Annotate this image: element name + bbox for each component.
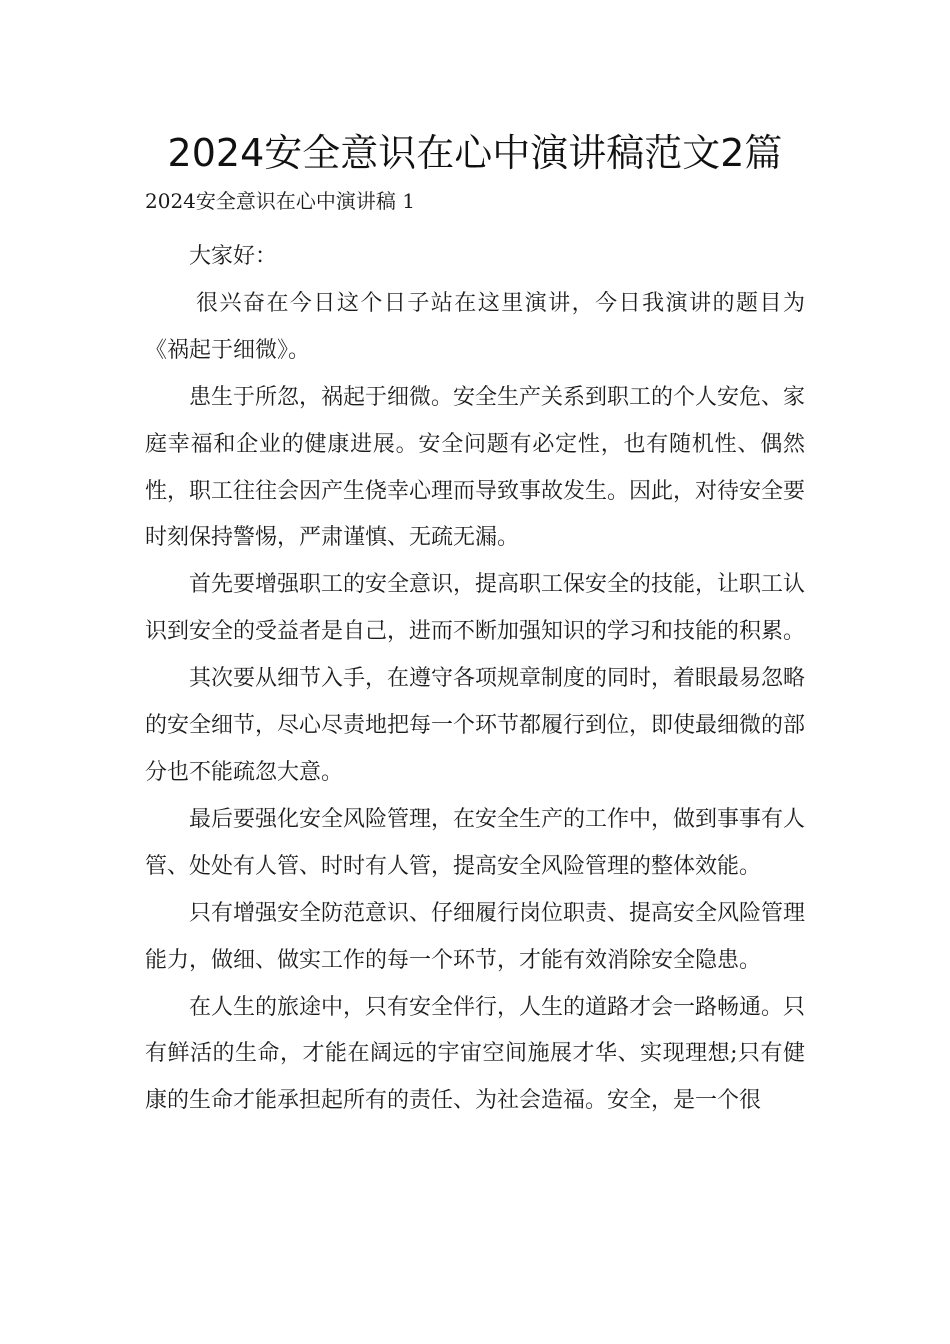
body-paragraph: 只有增强安全防范意识、仔细履行岗位职责、提高安全风险管理能力，做细、做实工作的每一个环节，才能有效消除安全隐患。 [145, 900, 806, 973]
body-paragraph: 最后要强化安全风险管理，在安全生产的工作中，做到事事有人管、处处有人管、时时有人管，提高安全风险管理的整体效能。 [145, 806, 806, 879]
body-paragraph: 患生于所忽，祸起于细微。安全生产关系到职工的个人安危、家庭幸福和企业的健康进展。安全问题有必定性，也有随机性、偶然性，职工往往会因产生侥幸心理而导致事故发生。因此，对待安全要时刻保持警惕，严肃谨慎、无疏无漏。 [145, 384, 806, 551]
body-paragraph: 其次要从细节入手，在遵守各项规章制度的同时，着眼最易忽略的安全细节，尽心尽责地把每一个环节都履行到位，即使最细微的部分也不能疏忽大意。 [145, 666, 806, 785]
intro-paragraph: 很兴奋在今日这个日子站在这里演讲，今日我演讲的题目为《祸起于细微》。 [145, 290, 805, 363]
document-body [145, 234, 805, 1125]
body-paragraph: 首先要增强职工的安全意识，提高职工保安全的技能，让职工认识到安全的受益者是自己，进而不断加强知识的学习和技能的积累。 [145, 572, 806, 645]
document-title: 2024安全意识在心中演讲稿范文2篇 [167, 131, 783, 175]
body-paragraph: 在人生的旅途中，只有安全伴行，人生的道路才会一路畅通。只有鲜活的生命，才能在阔远的宇宙空间施展才华、实现理想;只有健康的生命才能承担起所有的责任、为社会造福。安全，是一个很 [145, 994, 806, 1114]
greeting-paragraph: 大家好： [189, 244, 278, 269]
section-heading: 2024安全意识在心中演讲稿 1 [145, 189, 415, 213]
